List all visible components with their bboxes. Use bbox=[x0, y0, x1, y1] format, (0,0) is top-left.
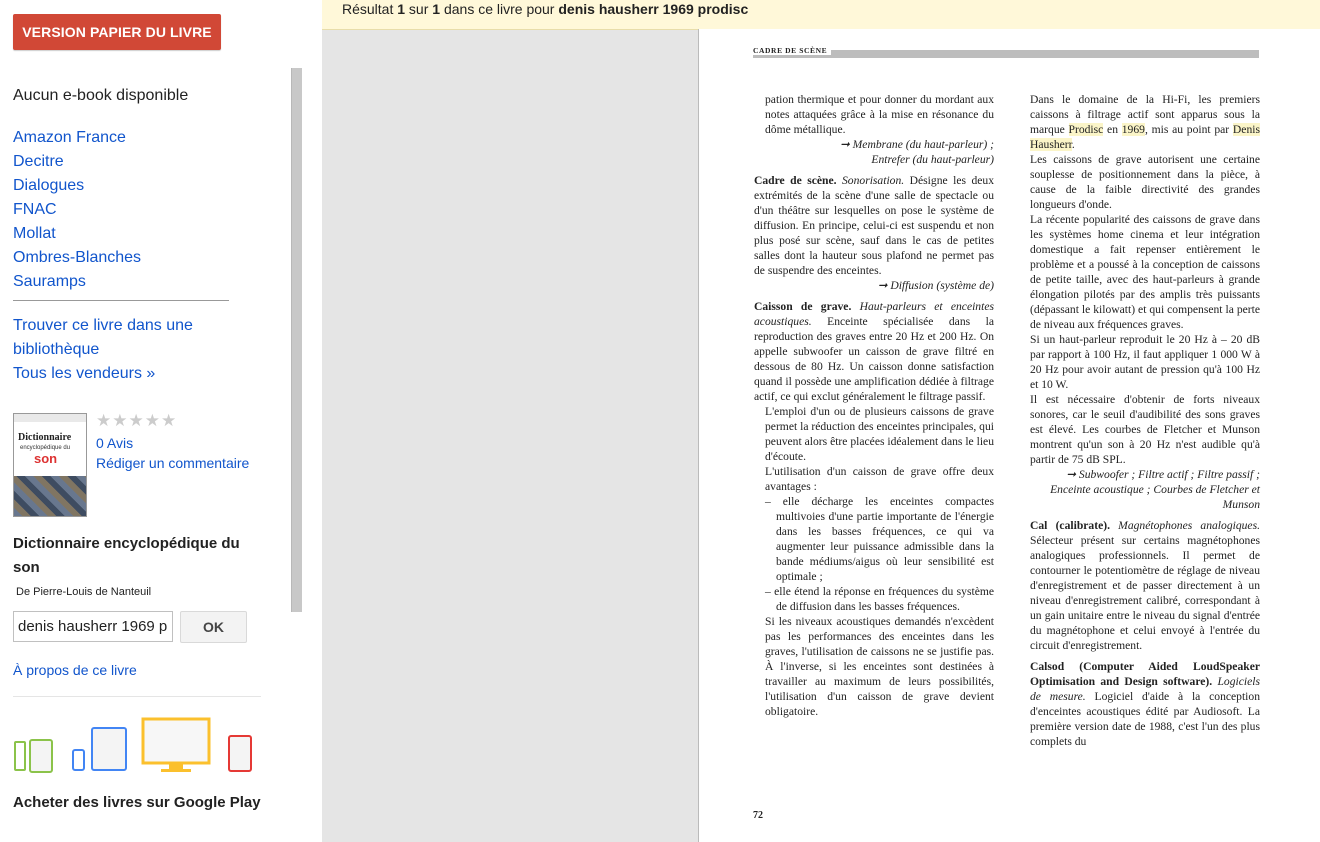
page-number: 72 bbox=[753, 810, 763, 821]
paragraph: L'emploi d'un ou de plusieurs caissons de grave permet la réduction des enceintes principales, qui peuvent alors être placées idéalement dans le lieu d'écoute. bbox=[765, 405, 994, 463]
cover-subtitle: encyclopédique du bbox=[20, 445, 71, 451]
sidebar-scrollbar[interactable] bbox=[291, 68, 302, 612]
paragraph: Il est nécessaire d'obtenir de forts niveaux sonores, car le seuil d'audibilité des sons graves est élevé. Les courbes de Fletcher et Munson montrent qu'un son à 20 Hz n'est audible qu'à partir de 75 dB SPL. bbox=[1030, 393, 1260, 466]
library-links bbox=[13, 314, 223, 386]
divider bbox=[13, 300, 229, 301]
no-ebook-label: Aucun e-book disponible bbox=[13, 87, 189, 104]
vendor-link-decitre[interactable]: Decitre bbox=[13, 153, 64, 170]
list-item: – elle décharge les enceintes compactes multivoies d'une partie importante de l'énergie dans les basses fréquences, ce qui va augmenter leur puissance admissible dans la bande médiums/aigus où leur sensibilité est optimale ; bbox=[765, 495, 994, 583]
vendor-link-amazon[interactable]: Amazon France bbox=[13, 129, 126, 146]
cover-word: son bbox=[34, 451, 58, 466]
list-item: – elle étend la réponse en fréquences du système de diffusion dans les basses fréquences. bbox=[765, 585, 994, 613]
book-author: De Pierre-Louis de Nanteuil bbox=[16, 586, 152, 598]
dictionary-entry: Calsod (Computer Aided LoudSpeaker Optimisation and Design software). Logiciels de mesure. Logiciel d'aide à la conception d'enceintes acoustiques édité par Audiosoft. La première version date de 1988, c'est l'un des plus complets du bbox=[1030, 660, 1260, 748]
about-book-link[interactable]: À propos de ce livre bbox=[13, 662, 137, 678]
cross-reference: ➞ Diffusion (système de) bbox=[877, 279, 994, 292]
vendor-list bbox=[13, 126, 141, 294]
paragraph: Si les niveaux acoustiques demandés n'excèdent pas les performances des enceintes dans les graves, l'utilisation de caissons ne se justifie pas. À l'inverse, si les enceintes sont destinées à travailler au maximum de leurs possibilités, l'utilisation d'un caisson de grave devient obligatoire. bbox=[765, 615, 994, 718]
search-highlight: Denis Hausherr bbox=[1030, 123, 1260, 151]
dictionary-entry: Caisson de grave. Haut-parleurs et enceintes acoustiques. Enceinte spécialisée dans la reproduction des graves entre 20 Hz et 200 Hz. On appelle subwoofer un caisson de grave filtré en dessous de 80 Hz. Un caisson donne satisfaction quand il possède une amplification dédiée à filtrage actif, ce qui exclut généralement le filtrage passif. bbox=[754, 300, 994, 403]
paragraph-with-highlights: Dans le domaine de la Hi-Fi, les premiers caissons à filtrage actif sont apparus sous la marque Prodisc en 1969, mis au point par Denis Hausherr. bbox=[1030, 93, 1260, 151]
search-in-book-input[interactable] bbox=[13, 611, 173, 642]
write-review-link[interactable]: Rédiger un commentaire bbox=[96, 455, 250, 471]
search-result-text: Résultat 1 sur 1 dans ce livre pour denis hausherr 1969 prodisc bbox=[342, 1, 749, 17]
paragraph: Si un haut-parleur reproduit le 20 Hz à – 20 dB par rapport à 100 Hz, il faut appliquer 1 000 W à 20 Hz pour avoir autant de pression qu'à 100 Hz et 10 W. bbox=[1030, 333, 1260, 391]
vendor-link-mollat[interactable]: Mollat bbox=[13, 225, 56, 242]
dictionary-entry: Cadre de scène. Sonorisation. Désigne les deux extrémités de la scène d'une salle de spectacle ou d'un théâtre sur lesquelles on pose le système de diffusion. En principe, celui-ci est suspendu et non plus posé sur scène, sauf dans le cas de petites salles dont la hauteur sous plafond ne permet pas de suspendre des enceintes. bbox=[754, 174, 994, 277]
rating-stars-icon[interactable]: ★★★★★ bbox=[96, 411, 178, 430]
paragraph: Les caissons de grave autorisent une certaine souplesse de positionnement dans la pièce, à cause de la faible directivité des grandes longueurs d'onde. bbox=[1030, 153, 1260, 211]
devices-illustration-icon bbox=[13, 716, 263, 776]
divider bbox=[13, 696, 261, 697]
paragraph: L'utilisation d'un caisson de grave offre deux avantages : bbox=[765, 465, 994, 493]
cross-reference: ➞ Subwoofer ; Filtre actif ; Filtre passif ; Enceinte acoustique ; Courbes de Fletcher et Munson bbox=[1050, 468, 1260, 511]
viewer-background bbox=[322, 0, 698, 842]
all-sellers-link[interactable]: Tous les vendeurs » bbox=[13, 365, 156, 382]
left-column bbox=[754, 92, 994, 719]
right-column bbox=[1030, 92, 1260, 749]
running-head: CADRE DE SCÈNE bbox=[753, 46, 1259, 58]
find-in-library-link[interactable]: Trouver ce livre dans une bibliothèque bbox=[13, 317, 193, 358]
buy-paper-version-button[interactable]: VERSION PAPIER DU LIVRE bbox=[13, 14, 221, 50]
cross-reference: ➞ Membrane (du haut-parleur) ; bbox=[840, 138, 994, 151]
vendor-link-dialogues[interactable]: Dialogues bbox=[13, 177, 85, 194]
search-ok-button[interactable]: OK bbox=[180, 611, 247, 643]
dictionary-entry: Cal (calibrate). Magnétophones analogiques. Sélecteur présent sur certains magnétophones analogiques professionnels. Il permet de contourner le potentiomètre de réglage de niveau d'enregistrement et de passer directement à un niveau d'enregistrement calibré, correspondant à un gain unitaire entre le niveau du signal d'entrée du magnétophone et celui envoyé à l'entrée du circuit d'enregistrement. bbox=[1030, 519, 1260, 652]
book-page bbox=[698, 29, 1320, 842]
search-result-bar bbox=[322, 0, 1320, 30]
paragraph: La récente popularité des caissons de grave dans les systèmes home cinema et leur intégration domestique a fait repenser entièrement le problème et a poussé à la conception de caissons de petite taille, avec des haut-parleurs à grande élongation pilotés par des amplis très puissants (dépassant le kilowatt) et qui compensent la perte de niveau aux fréquences graves. bbox=[1030, 213, 1260, 331]
vendor-link-ombres-blanches[interactable]: Ombres-Blanches bbox=[13, 249, 142, 266]
cover-image bbox=[14, 476, 86, 516]
search-highlight: 1969 bbox=[1121, 123, 1145, 136]
google-play-heading[interactable]: Acheter des livres sur Google Play bbox=[13, 794, 261, 811]
cover-title: Dictionnaire bbox=[18, 432, 72, 443]
vendor-link-sauramps[interactable]: Sauramps bbox=[13, 273, 86, 290]
vendor-link-fnac[interactable]: FNAC bbox=[13, 201, 57, 218]
book-title: Dictionnaire encyclopédique du son bbox=[13, 535, 240, 576]
search-highlight: Prodisc bbox=[1068, 123, 1104, 136]
left-sidebar bbox=[0, 0, 322, 842]
cross-reference: Entrefer (du haut-parleur) bbox=[871, 153, 994, 166]
reviews-count-link[interactable]: 0 Avis bbox=[96, 435, 134, 451]
book-cover-thumbnail[interactable] bbox=[13, 413, 87, 517]
paragraph: pation thermique et pour donner du mordant aux notes attaquées grâce à la mise en résonance du dôme métallique. bbox=[765, 93, 994, 136]
